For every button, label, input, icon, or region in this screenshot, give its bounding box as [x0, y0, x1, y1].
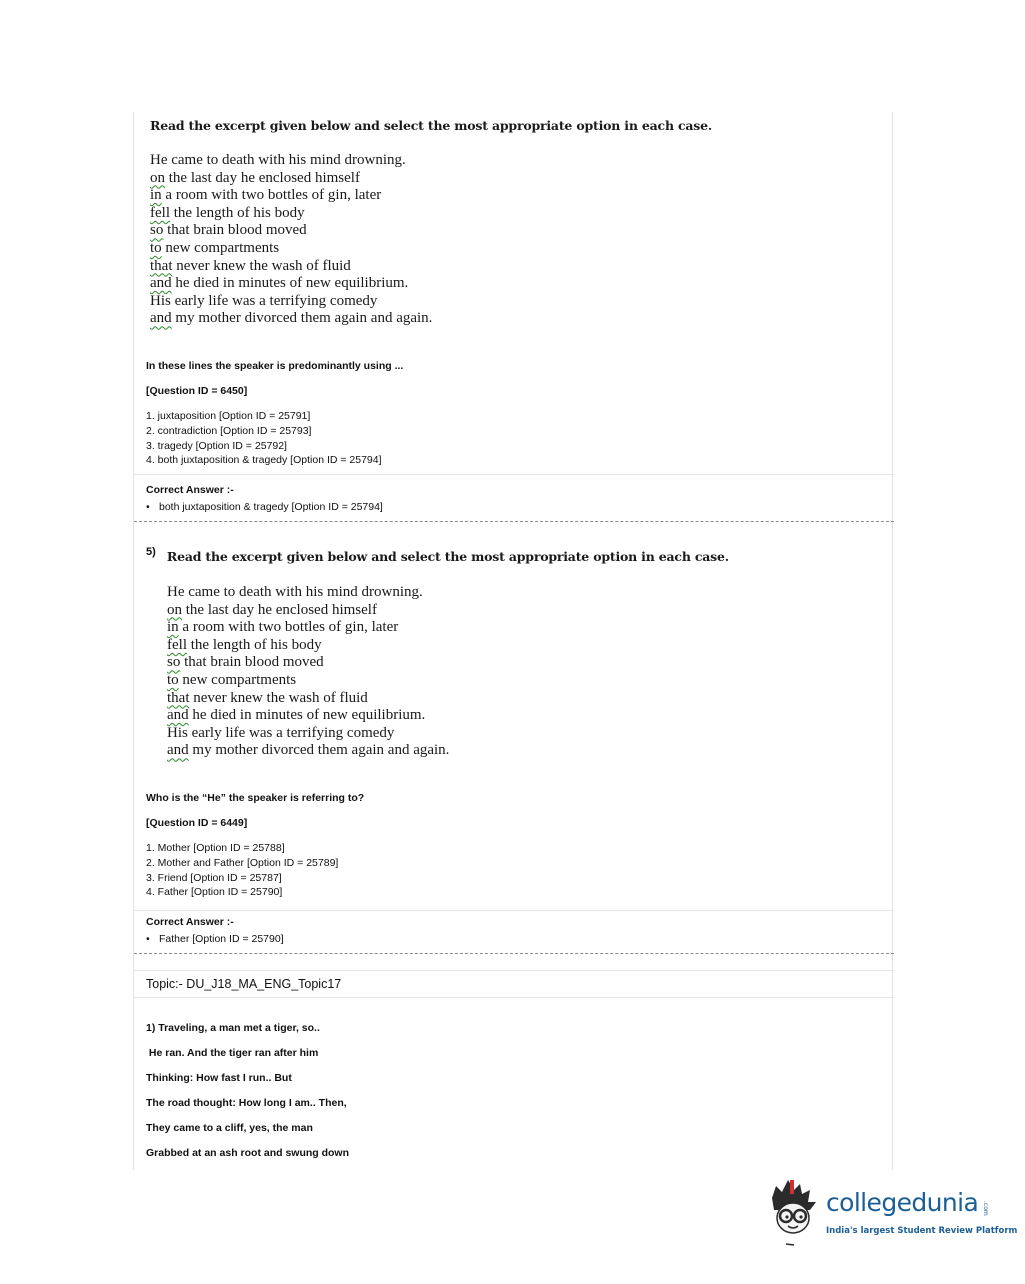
divider: [134, 910, 894, 911]
question-line: The road thought: How long I am.. Then,: [146, 1097, 347, 1109]
poem-line: fell the length of his body: [150, 204, 305, 221]
poem-line: in a room with two bottles of gin, later: [167, 619, 399, 636]
option-item: 3. tragedy [Option ID = 25792]: [146, 439, 287, 452]
question-line: Grabbed at an ash root and swung down: [146, 1147, 350, 1159]
divider: [134, 970, 894, 971]
collegedunia-logo: [766, 1176, 1018, 1248]
logo-tagline: India's largest Student Review Platform: [826, 1226, 1018, 1236]
poem-line: to new compartments: [167, 671, 297, 688]
option-item: 2. contradiction [Option ID = 25793]: [146, 424, 312, 437]
option-item: 2. Mother and Father [Option ID = 25789]: [146, 856, 339, 869]
poem-excerpt-2: [167, 584, 867, 760]
poem-line: He came to death with his mind drowning.: [167, 584, 423, 600]
poem-line: He came to death with his mind drowning.: [150, 152, 406, 168]
correct-answer-title-1: Correct Answer :-: [146, 484, 234, 496]
options-list-1: [146, 409, 906, 468]
instruction-2: Read the excerpt given below and select the most appropriate option in each case.: [166, 549, 729, 564]
bullet-icon: •: [146, 501, 150, 513]
question-text-1: In these lines the speaker is predominantly using ...: [146, 360, 404, 372]
poem-line: so that brain blood moved: [150, 222, 307, 239]
question-line: Thinking: How fast I run.. But: [146, 1072, 292, 1084]
poem-line: and my mother divorced them again and again.: [167, 742, 450, 759]
poem-line: His early life was a terrifying comedy: [167, 724, 395, 741]
options-list-2: [146, 841, 906, 900]
correct-answer-title-2: Correct Answer :-: [146, 916, 234, 928]
section-separator: [134, 521, 894, 522]
poem-excerpt-1: [150, 152, 850, 328]
poem-line: on the last day he enclosed himself: [167, 601, 377, 618]
logo-suffix: .com: [982, 1201, 989, 1216]
poem-line: that never knew the wash of fluid: [150, 257, 351, 274]
question-line: He ran. And the tiger ran after him: [146, 1047, 319, 1059]
poem-line: and my mother divorced them again and again.: [150, 310, 433, 327]
question-id-1: [Question ID = 6450]: [146, 385, 248, 397]
mascot-icon: [766, 1176, 824, 1248]
divider: [134, 997, 894, 998]
option-item: 4. Father [Option ID = 25790]: [146, 886, 283, 899]
divider: [134, 474, 894, 475]
bullet-icon: •: [146, 933, 150, 945]
option-item: 1. Mother [Option ID = 25788]: [146, 842, 285, 854]
correct-answer-1: • both juxtaposition & tragedy [Option ID = 25794]: [146, 501, 383, 513]
poem-line: on the last day he enclosed himself: [150, 169, 360, 186]
section-separator: [134, 953, 894, 954]
poem-line: His early life was a terrifying comedy: [150, 292, 378, 309]
poem-line: and he died in minutes of new equilibrium.: [150, 275, 409, 292]
poem-line: fell the length of his body: [167, 636, 322, 653]
poem-line: that never knew the wash of fluid: [167, 689, 368, 706]
question-block-5: [146, 546, 891, 565]
option-item: 4. both juxtaposition & tragedy [Option ID = 25794]: [146, 454, 382, 467]
instruction-1: Read the excerpt given below and select the most appropriate option in each case.: [150, 118, 713, 133]
poem-line: and he died in minutes of new equilibrium.: [167, 707, 426, 724]
question-line: 1) Traveling, a man met a tiger, so..: [146, 1022, 320, 1034]
topic-label: Topic:- DU_J18_MA_ENG_Topic17: [146, 977, 342, 991]
question-line: They came to a cliff, yes, the man: [146, 1122, 313, 1134]
question-number: 5): [146, 546, 156, 558]
poem-line: so that brain blood moved: [167, 654, 324, 671]
option-item: 1. juxtaposition [Option ID = 25791]: [146, 410, 311, 422]
poem-line: to new compartments: [150, 239, 280, 256]
correct-answer-2: • Father [Option ID = 25790]: [146, 933, 284, 945]
document-frame: [133, 112, 893, 1170]
question-text-2: Who is the “He” the speaker is referring to?: [146, 792, 365, 804]
poem-line: in a room with two bottles of gin, later: [150, 187, 382, 204]
option-item: 3. Friend [Option ID = 25787]: [146, 871, 282, 884]
logo-wordmark: collegedunia: [826, 1188, 979, 1217]
question-id-2: [Question ID = 6449]: [146, 817, 248, 829]
